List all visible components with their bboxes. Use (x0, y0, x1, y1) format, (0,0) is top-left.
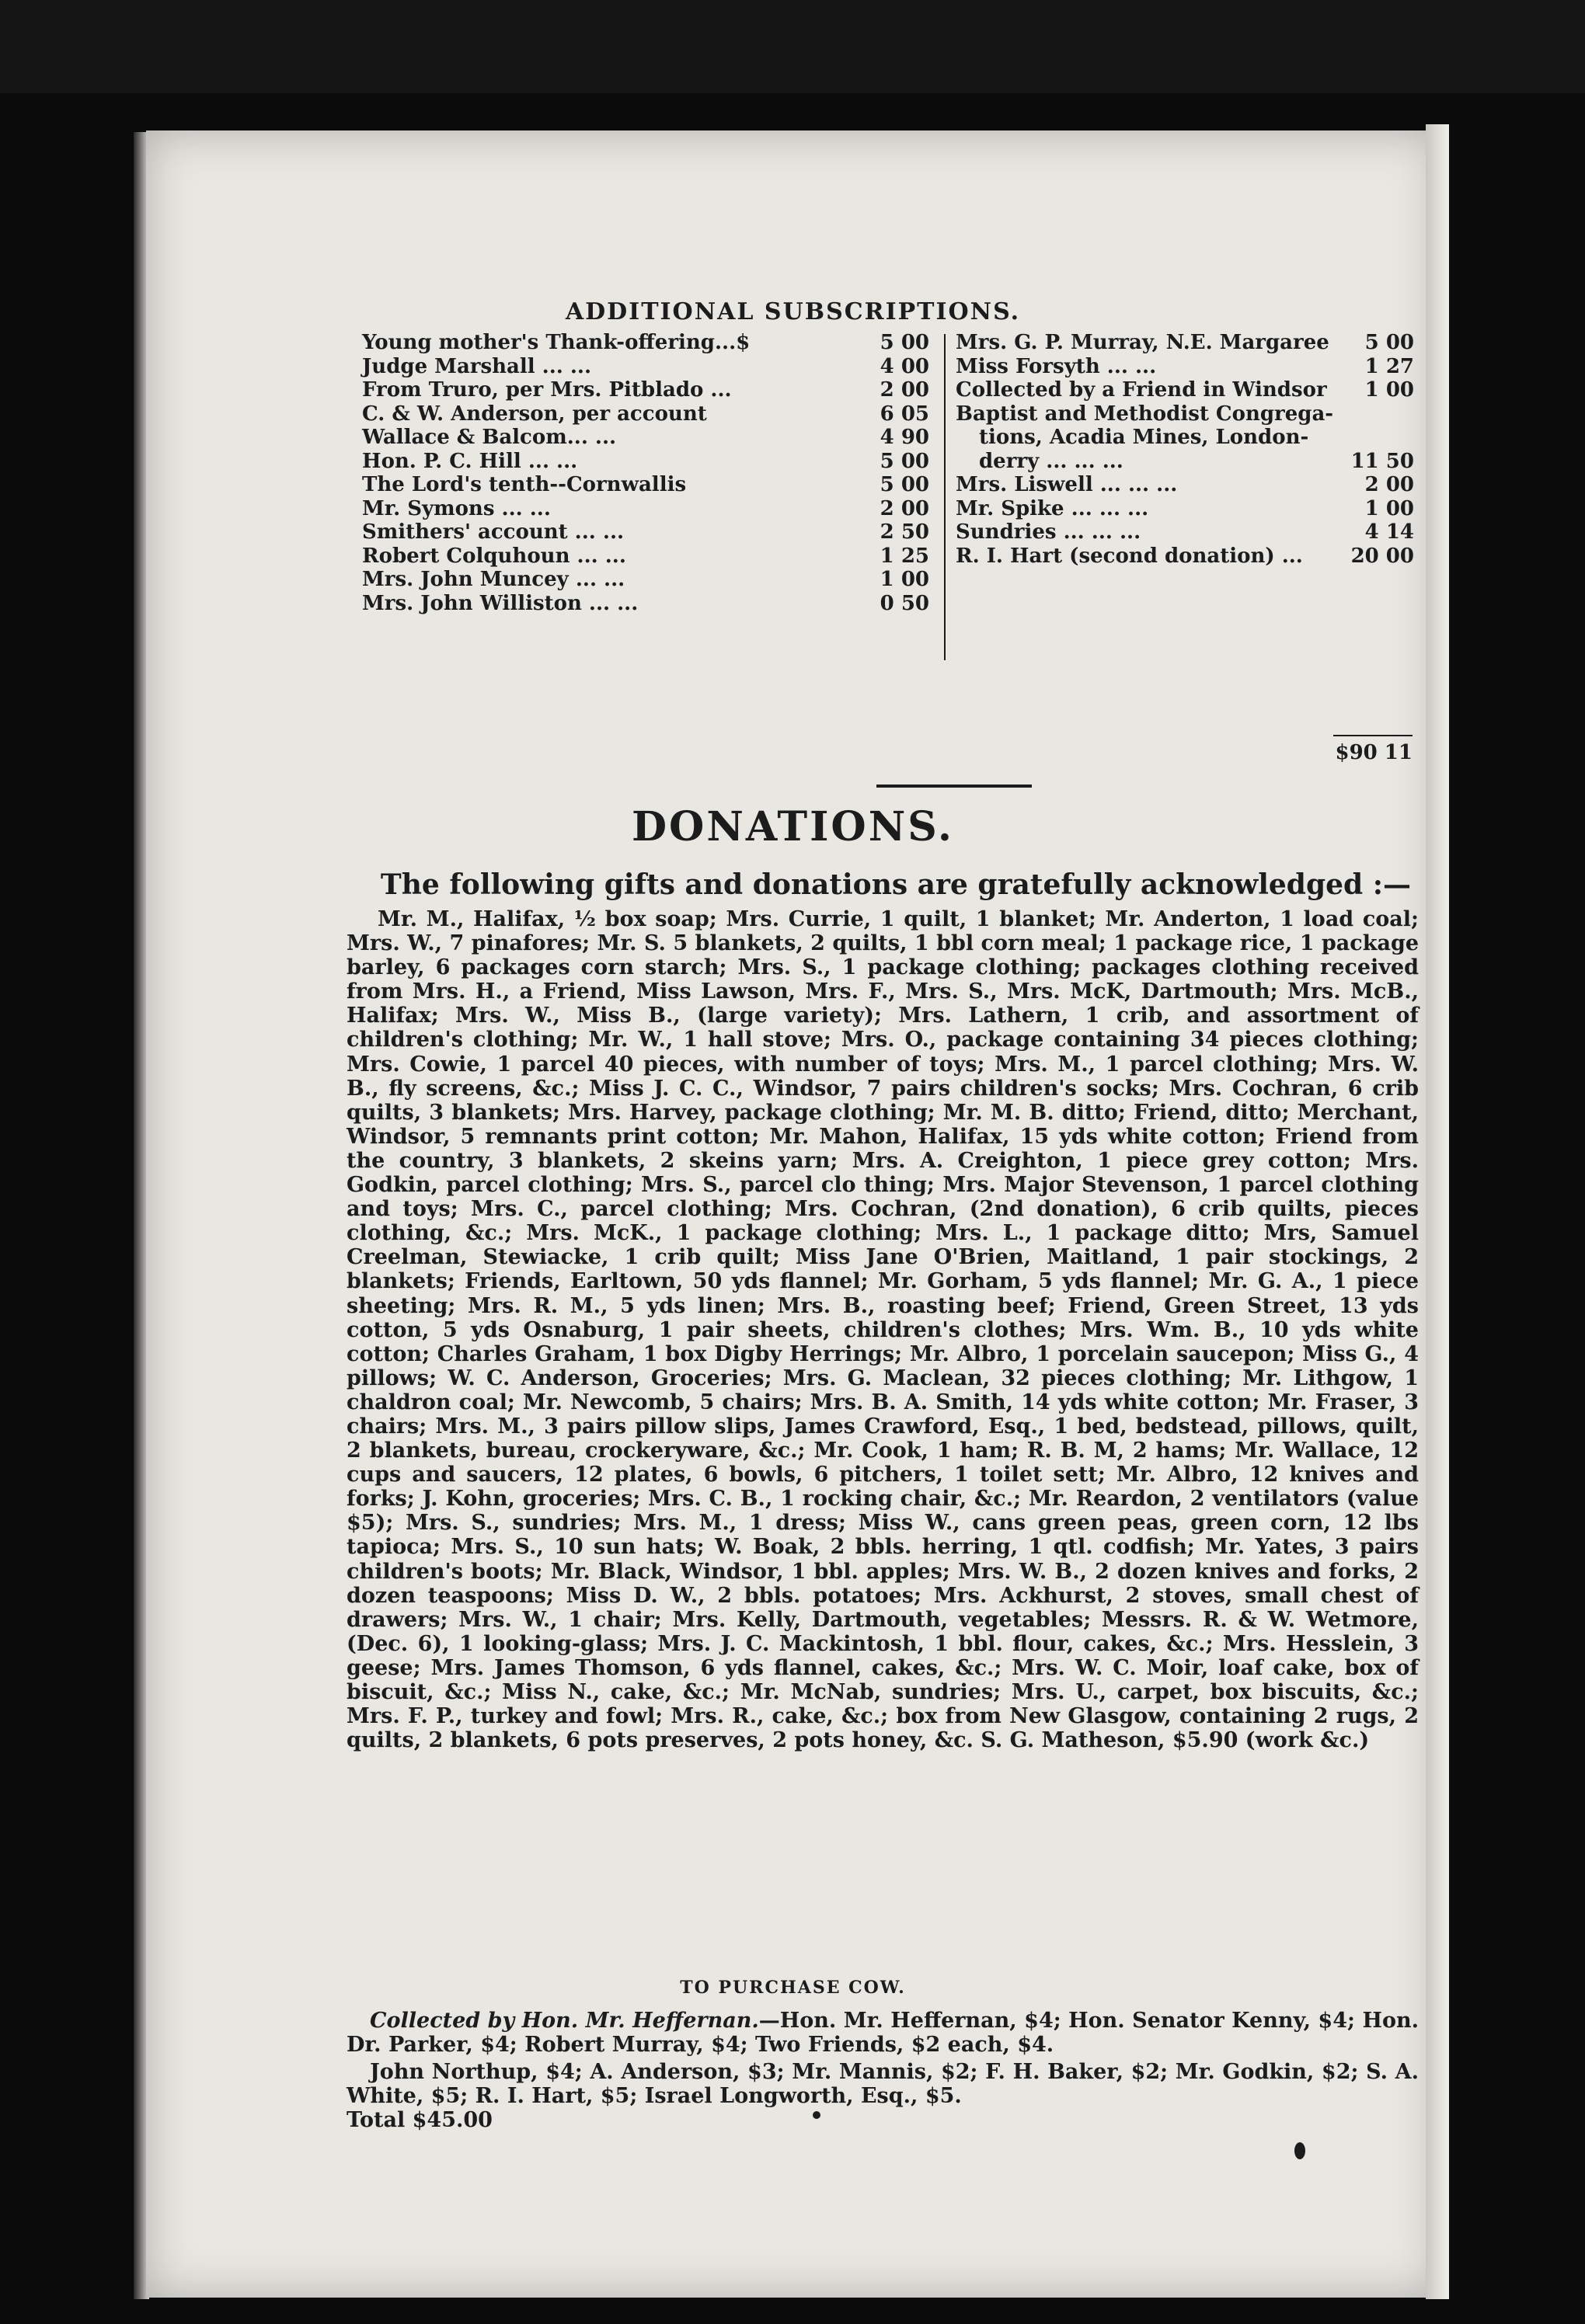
cow-heading: TO PURCHASE COW. (680, 1978, 906, 1998)
subscription-amount: 4 00 (880, 354, 929, 378)
subscriber-name: From Truro, per Mrs. Pitblado ... (362, 378, 732, 402)
subscription-amount: 1 27 (1364, 354, 1414, 378)
subscription-amount: 6 05 (880, 402, 929, 426)
subscription-row (362, 331, 929, 355)
subscription-amount: 4 14 (1364, 520, 1414, 544)
subscription-row (362, 568, 929, 592)
subscription-row (956, 355, 1414, 379)
subscriber-name: Mrs. John Williston ... ... (362, 591, 639, 615)
subscription-row (956, 426, 1414, 450)
subscription-row (362, 592, 929, 616)
donations-body: Mr. M., Halifax, ½ box soap; Mrs. Currie, 1 quilt, 1 blanket; Mr. Anderton, 1 load coal; Mrs. W., 7 pinafores; Mr. S. 5 blankets, 2 quilts, 1 bbl corn meal; 1 package rice, 1 package barley, 6 packages corn starch; Mrs. S., 1 package clothing; packages clothing received from Mrs. H., a Friend, Miss Lawson, Mrs. F., Mrs. S., Mrs. McK, Dartmouth; Mrs. McB., Halifax; Mrs. W., Miss B., (large variety); Mrs. Lathern, 1 crib, and assortment of children's clothing; Mr. W., 1 hall stove; Mrs. O., package containing 34 pieces clothing; Mrs. Cowie, 1 parcel 40 pieces, with number of toys; Mrs. M., 1 parcel clothing; Mrs. W. B., fly screens, &c.; Miss J. C. C., Windsor, 7 pairs children's socks; Mrs. Cochran, 6 crib quilts, 3 blankets; Mrs. Harvey, package clothing; Mr. M. B. ditto; Friend, ditto; Merchant, Windsor, 5 remnants print cotton; Mr. Mahon, Halifax, 15 yds white cotton; Friend from the country, 3 blankets, 2 skeins yarn; Mrs. A. Creighton, 1 piece grey cotton; Mrs. Godkin, parcel clothing; Mrs. S., parcel clo thing; Mrs. Major Stevenson, 1 parcel clothing and toys; Mrs. C., parcel clothing; Mrs. Cochran, (2nd donation), 6 crib quilts, pieces clothing, &c.; Mrs. McK., 1 package clothing; Mrs. L., 1 package ditto; Mrs, Samuel Creelman, Stewiacke, 1 crib quilt; Miss Jane O'Brien, Maitland, 1 pair stockings, 2 blankets; Friends, Earltown, 50 yds flannel; Mr. Gorham, 5 yds flannel; Mr. G. A., 1 piece sheeting; Mrs. R. M., 5 yds linen; Mrs. B., roasting beef; Friend, Green Street, 13 yds cotton, 5 yds Osnaburg, 1 pair sheets, children's clothes; Mrs. Wm. B., 10 yds white cotton; Charles Graham, 1 box Digby Herrings; Mr. Albro, 1 porcelain saucepon; Miss G., 4 pillows; W. C. Anderson, Groceries; Mrs. G. Maclean, 32 pieces clothing; Mr. Lithgow, 1 chaldron coal; Mr. Newcomb, 5 chairs; Mrs. B. A. Smith, 14 yds white cotton; Mr. Fraser, 3 chairs; Mrs. M., 3 pairs pillow slips, James Crawford, Esq., 1 bed, bedstead, pillows, quilt, 2 blankets, bureau, crockeryware, &c.; Mr. Cook, 1 ham; R. B. M, 2 hams; Mr. Wallace, 12 cups and saucers, 12 plates, 6 bowls, 6 pitchers, 1 toilet sett; Mr. Albro, 12 knives and forks; J. Kohn, groceries; Mrs. C. B., 1 rocking chair, &c.; Mr. Reardon, 2 ventilators (value $5); Mrs. S., sundries; Mrs. M., 1 dress; Miss W., cans green peas, green corn, 12 lbs tapioca; Mrs. S., 10 sun hats; W. Boak, 2 bbls. herring, 1 qtl. codfish; Mr. Yates, 3 pairs children's boots; Mr. Black, Windsor, 1 bbl. apples; Mrs. W. B., 2 dozen knives and forks, 2 dozen teaspoons; Miss D. W., 2 bbls. potatoes; Mrs. Ackhurst, 2 stoves, small chest of drawers; Mrs. W., 1 chair; Mrs. Kelly, Dartmouth, vegetables; Messrs. R. & W. Wetmore, (Dec. 6), 1 looking-glass; Mrs. J. C. Mackintosh, 1 bbl. flour, cakes, &c.; Mrs. Hesslein, 3 geese; Mrs. James Thomson, 6 yds flannel, cakes, &c.; Mrs. W. C. Moir, loaf cake, box of biscuit, &c.; Miss N., cake, &c.; Mr. McNab, sundries; Mrs. U., carpet, box biscuits, &c.; Mrs. F. P., turkey and fowl; Mrs. R., cake, &c.; box from New Glasgow, containing 2 rugs, 2 quilts, 2 blankets, 6 pots preserves, 2 pots honey, &c. S. G. Matheson, $5.90 (work &c.) (347, 907, 1419, 1753)
subscriber-name: Mr. Symons ... ... (362, 496, 551, 520)
subscriber-name: The Lord's tenth--Cornwallis (362, 473, 687, 496)
subscriber-name: Mrs. John Muncey ... ... (362, 568, 625, 591)
subscriber-name: R. I. Hart (second donation) ... (956, 544, 1303, 568)
subscription-row (956, 402, 1414, 426)
subscription-amount: 2 00 (880, 378, 929, 402)
subscription-row (362, 355, 929, 379)
subscriptions-heading: ADDITIONAL SUBSCRIPTIONS. (565, 298, 1021, 325)
subscription-amount: 20 00 (1350, 544, 1414, 568)
ink-mark (1294, 2142, 1305, 2159)
subscriber-name: Wallace & Balcom... ... (362, 426, 617, 449)
subscriber-name: Smithers' account ... ... (362, 520, 625, 544)
subscription-amount: 4 90 (880, 426, 929, 449)
subscription-amount: 2 50 (880, 520, 929, 544)
subscription-row (362, 426, 929, 450)
subscription-amount: 5 00 (1364, 331, 1414, 354)
subscription-row (956, 331, 1414, 355)
column-divider (944, 334, 946, 660)
subscriber-name: Sundries ... ... ... (956, 520, 1141, 544)
subscriber-name: Mrs. G. P. Murray, N.E. Margaree (956, 331, 1329, 354)
subscription-row (362, 520, 929, 544)
subscription-row (362, 402, 929, 426)
cow-section (347, 2009, 1419, 2135)
section-separator (876, 785, 1032, 788)
subscription-amount: 0 50 (880, 591, 929, 615)
subscription-row (956, 378, 1414, 402)
ink-dot (813, 2111, 820, 2119)
subscriber-name: derry ... ... ... (979, 449, 1123, 473)
subscription-row (956, 450, 1414, 474)
subscription-row (362, 497, 929, 521)
donations-intro: The following gifts and donations are gratefully acknowledged :— (380, 868, 1412, 901)
subscription-amount: 5 00 (880, 473, 929, 496)
subscriber-name: Mrs. Liswell ... ... ... (956, 473, 1178, 496)
subscription-amount: 1 25 (880, 544, 929, 568)
cow-paragraph-1 (347, 2009, 1419, 2057)
subscriber-name: tions, Acadia Mines, London- (979, 426, 1309, 449)
subscription-amount: 5 00 (880, 331, 929, 354)
subscription-amount: 2 00 (880, 496, 929, 520)
subscriber-name: Collected by a Friend in Windsor (956, 378, 1327, 402)
subscriber-name: Robert Colquhoun ... ... (362, 544, 626, 568)
subscriber-name: Hon. P. C. Hill ... ... (362, 449, 578, 473)
subscription-amount: 1 00 (880, 568, 929, 591)
subscriber-name: Young mother's Thank-offering...$ (362, 331, 751, 354)
donations-title: DONATIONS. (631, 803, 955, 851)
subscription-amount: 1 00 (1364, 496, 1414, 520)
subscription-row (362, 378, 929, 402)
total-rule (1333, 735, 1413, 736)
subscriber-name: Baptist and Methodist Congrega- (956, 402, 1334, 426)
subscription-row (362, 473, 929, 497)
subscription-amount: 1 00 (1364, 378, 1414, 402)
subscription-amount: 5 00 (880, 449, 929, 473)
subscriptions-left-column (362, 331, 929, 615)
scan-background (0, 0, 1585, 93)
subscription-row (956, 544, 1414, 569)
document-page (146, 130, 1440, 2298)
page-edge-right (1426, 124, 1449, 2299)
cow-total: Total $45.00 (347, 2108, 493, 2132)
cow-para2-text: John Northup, $4; A. Anderson, $3; Mr. Mannis, $2; F. H. Baker, $2; Mr. Godkin, $2; S. A. White, $5; R. I. Hart, $5; Israel Longworth, Esq., $5. (347, 2060, 1419, 2108)
subscriptions-right-column (956, 331, 1414, 568)
subscriptions-total: $90 11 (1335, 741, 1413, 764)
subscription-amount (1339, 426, 1414, 450)
subscription-row (362, 544, 929, 569)
subscription-row (956, 497, 1414, 521)
subscription-amount: 11 50 (1350, 449, 1414, 473)
subscriber-name: Miss Forsyth ... ... (956, 354, 1157, 378)
subscription-row (362, 450, 929, 474)
subscriber-name: Mr. Spike ... ... ... (956, 496, 1149, 520)
subscriber-name: C. & W. Anderson, per account (362, 402, 707, 426)
subscription-amount: 2 00 (1364, 473, 1414, 496)
subscription-row (956, 520, 1414, 544)
cow-collector: Collected by Hon. Mr. Heffernan. (370, 2009, 759, 2033)
cow-paragraph-2 (347, 2060, 1419, 2132)
cow-para1-text: —Hon. Mr. Heffernan, $4; Hon. Senator Kenny, $4; Hon. Dr. Parker, $4; Robert Murray, $4; Two Friends, $2 each, $4. (347, 2009, 1419, 2057)
subscriber-name: Judge Marshall ... ... (362, 354, 592, 378)
subscription-row (956, 473, 1414, 497)
subscription-amount (1339, 402, 1414, 426)
